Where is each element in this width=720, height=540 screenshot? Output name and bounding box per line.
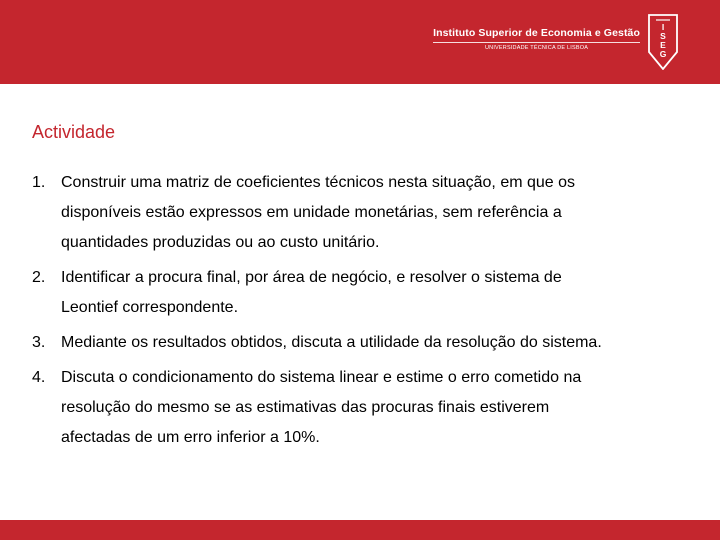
- item-line: Construir uma matriz de coeficientes técnicos nesta situação, em que os: [61, 174, 576, 191]
- list-item: [32, 263, 692, 323]
- item-number: 3.: [32, 334, 46, 351]
- item-number: 2.: [32, 269, 46, 286]
- item-line: Leontief correspondente.: [61, 299, 239, 316]
- logo-letter: E: [660, 40, 666, 50]
- item-text: [61, 168, 575, 258]
- university-name: UNIVERSIDADE TÉCNICA DE LISBOA: [484, 45, 589, 51]
- iseg-logo: [648, 14, 678, 70]
- item-number: 1.: [32, 174, 46, 191]
- item-line: resolução do mesmo se as estimativas das procuras finais estiverem: [61, 399, 550, 416]
- institution-name: Instituto Superior de Economia e Gestão: [433, 27, 640, 39]
- item-number: 4.: [32, 369, 46, 386]
- item-text: [61, 363, 581, 453]
- header-bar: [0, 0, 720, 84]
- item-text: [61, 328, 602, 358]
- logo-letter: S: [660, 31, 666, 41]
- item-text: [61, 263, 562, 323]
- item-line: quantidades produzidas ou ao custo unitário.: [61, 234, 380, 251]
- logo-letter: I: [661, 22, 665, 32]
- item-line: Mediante os resultados obtidos, discuta a utilidade da resolução do sistema.: [61, 334, 602, 351]
- list-item: [32, 363, 692, 453]
- institution-brand: [433, 27, 640, 51]
- logo-letter: G: [659, 49, 667, 59]
- activity-list: [32, 168, 692, 453]
- item-line: Identificar a procura final, por área de negócio, e resolver o sistema de: [61, 269, 562, 286]
- brand-divider: [433, 42, 640, 43]
- list-item: [32, 168, 692, 258]
- slide-title: Actividade: [32, 122, 116, 142]
- item-line: disponíveis estão expressos em unidade monetárias, sem referência a: [61, 204, 562, 221]
- item-line: afectadas de um erro inferior a 10%.: [61, 429, 320, 446]
- list-item: [32, 328, 692, 358]
- item-line: Discuta o condicionamento do sistema linear e estime o erro cometido na: [61, 369, 582, 386]
- footer-bar: [0, 520, 720, 540]
